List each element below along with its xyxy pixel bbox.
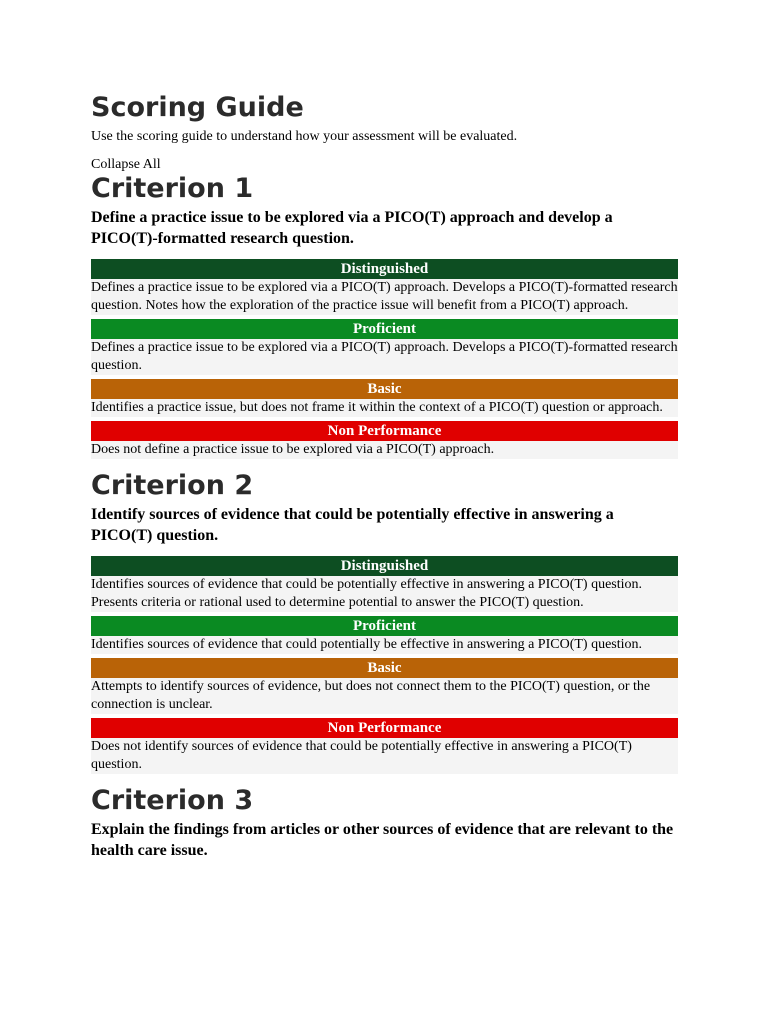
criterion-2 <box>91 471 677 774</box>
level-proficient <box>91 319 678 375</box>
page-subtitle: Use the scoring guide to understand how your assessment will be evaluated. <box>91 129 518 144</box>
level-distinguished <box>91 556 678 612</box>
criterion-3 <box>91 786 677 861</box>
criterion-description: Define a practice issue to be explored via a PICO(T) approach and develop a PICO(T)-formatted research question. <box>91 209 613 247</box>
level-text: Does not identify sources of evidence that could be potentially effective in answering a PICO(T) question. <box>91 738 678 774</box>
level-text: Attempts to identify sources of evidence, but does not connect them to the PICO(T) question, or the connection is unclear. <box>91 678 678 714</box>
level-header-basic: Basic <box>91 379 678 399</box>
collapse-all-link[interactable]: Collapse All <box>91 157 161 172</box>
level-text: Defines a practice issue to be explored via a PICO(T) approach. Develops a PICO(T)-formatted research question. Notes how the exploration of the practice issue will benefit from a PICO(T) approach. <box>91 280 678 313</box>
criterion-title[interactable]: Criterion 2 <box>91 470 254 501</box>
level-header-proficient: Proficient <box>91 616 678 636</box>
level-header-non-performance: Non Performance <box>91 718 678 738</box>
level-non-performance <box>91 421 678 459</box>
level-header-proficient: Proficient <box>91 319 678 339</box>
level-header-distinguished: Distinguished <box>91 556 678 576</box>
criterion-description: Explain the findings from articles or other sources of evidence that are relevant to the health care issue. <box>91 821 674 859</box>
criterion-title[interactable]: Criterion 1 <box>91 173 254 204</box>
level-text: Identifies a practice issue, but does not frame it within the context of a PICO(T) question or approach. <box>91 399 678 417</box>
level-text: Does not define a practice issue to be explored via a PICO(T) approach. <box>91 441 678 459</box>
level-proficient <box>91 616 678 654</box>
page-title: Scoring Guide <box>91 92 304 123</box>
criterion-title[interactable]: Criterion 3 <box>91 785 254 816</box>
criterion-description: Identify sources of evidence that could be potentially effective in answering a PICO(T) question. <box>91 506 614 544</box>
level-text: Defines a practice issue to be explored via a PICO(T) approach. Develops a PICO(T)-formatted research question. <box>91 340 678 373</box>
level-basic <box>91 379 678 417</box>
level-text: Identifies sources of evidence that could potentially be effective in answering a PICO(T) question. <box>91 636 678 654</box>
level-header-non-performance: Non Performance <box>91 421 678 441</box>
criterion-1 <box>91 174 677 459</box>
level-text: Identifies sources of evidence that could be potentially effective in answering a PICO(T) question. Presents criteria or rational used to determine potential to answer the PICO(T) question. <box>91 576 678 612</box>
level-header-basic: Basic <box>91 658 678 678</box>
level-non-performance <box>91 718 678 774</box>
level-distinguished <box>91 259 678 315</box>
level-basic <box>91 658 678 714</box>
level-header-distinguished: Distinguished <box>91 259 678 279</box>
